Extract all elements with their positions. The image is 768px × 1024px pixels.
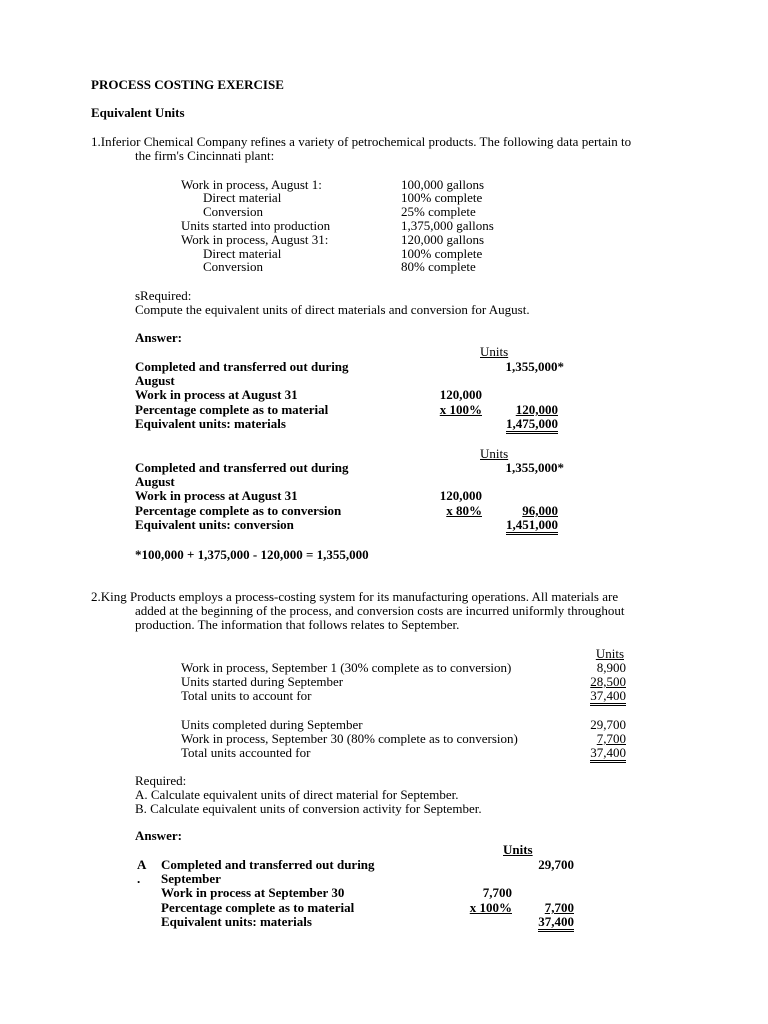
p2-row-label: Total units to account for bbox=[181, 688, 312, 703]
p2-ans-marker-a: A bbox=[137, 857, 147, 872]
p2-required-a: A. Calculate equivalent units of direct material for September. bbox=[135, 787, 459, 802]
p1-mat-pct-result: 120,000 bbox=[515, 402, 558, 417]
p1-data-label: Work in process, August 31: bbox=[181, 232, 329, 247]
p2-eq-value: 37,400 bbox=[538, 914, 574, 932]
p1-data-label: Conversion bbox=[203, 204, 263, 219]
p2-intro-line2: added at the beginning of the process, and conversion costs are incurred uniformly throughout bbox=[135, 603, 625, 618]
p2-row-label: Total units accounted for bbox=[181, 745, 311, 760]
p2-pct-result: 7,700 bbox=[544, 900, 574, 915]
page-title: PROCESS COSTING EXERCISE bbox=[91, 77, 284, 92]
p2-intro-line1: 2.King Products employs a process-costing system for its manufacturing operations. All materials are bbox=[91, 589, 619, 604]
p2-row-label: Work in process, September 30 (80% complete as to conversion) bbox=[181, 731, 518, 746]
p2-pct-label: Percentage complete as to material bbox=[161, 900, 355, 915]
p1-mat-wip-label: Work in process at August 31 bbox=[135, 387, 298, 402]
p1-data-value: 100% complete bbox=[401, 246, 483, 261]
p1-required-text: Compute the equivalent units of direct materials and conversion for August. bbox=[135, 302, 530, 317]
p2-intro-line3: production. The information that follows relates to September. bbox=[135, 617, 460, 632]
p1-conv-wip-label: Work in process at August 31 bbox=[135, 488, 298, 503]
p1-data-value: 100% complete bbox=[401, 190, 483, 205]
p2-row-value: 37,400 bbox=[590, 745, 626, 763]
p2-required-label: Required: bbox=[135, 773, 187, 788]
p2-eq-label: Equivalent units: materials bbox=[161, 914, 312, 929]
p2-pct-value: x 100% bbox=[469, 900, 512, 915]
p1-data-value: 1,375,000 gallons bbox=[401, 218, 494, 233]
p1-conv-wip-value: 120,000 bbox=[439, 488, 482, 503]
p1-mat-completed-line1: Completed and transferred out during bbox=[135, 359, 349, 374]
p1-data-value: 120,000 gallons bbox=[401, 232, 485, 247]
p2-ans-marker-dot: . bbox=[137, 871, 141, 886]
p1-conv-pct-result: 96,000 bbox=[522, 503, 558, 518]
p2-row-value: 8,900 bbox=[596, 660, 626, 675]
p2-wip-label: Work in process at September 30 bbox=[161, 885, 345, 900]
p1-conv-pct-label: Percentage complete as to conversion bbox=[135, 503, 342, 518]
p1-intro-line1: 1.Inferior Chemical Company refines a variety of petrochemical products. The following data pertain to bbox=[91, 134, 632, 149]
p2-units-header: Units bbox=[595, 646, 624, 661]
p1-conv-completed-line1: Completed and transferred out during bbox=[135, 460, 349, 475]
p2-answer-label: Answer: bbox=[135, 828, 182, 843]
p1-mat-completed-line2: August bbox=[135, 373, 175, 388]
p1-mat-completed-value: 1,355,000* bbox=[505, 359, 564, 374]
p2-row-value: 28,500 bbox=[590, 674, 626, 689]
p2-required-b: B. Calculate equivalent units of conversion activity for September. bbox=[135, 801, 482, 816]
p1-data-value: 80% complete bbox=[401, 259, 476, 274]
p2-completed-line2: September bbox=[161, 871, 221, 886]
p1-data-label: Conversion bbox=[203, 259, 263, 274]
p1-answer-label: Answer: bbox=[135, 330, 182, 345]
p2-row-label: Work in process, September 1 (30% complete as to conversion) bbox=[181, 660, 512, 675]
p2-row-value: 29,700 bbox=[590, 717, 626, 732]
p1-mat-pct-label: Percentage complete as to material bbox=[135, 402, 329, 417]
p1-conv-completed-value: 1,355,000* bbox=[505, 460, 564, 475]
p1-intro-line2: the firm's Cincinnati plant: bbox=[135, 148, 275, 163]
p1-data-value: 25% complete bbox=[401, 204, 476, 219]
section-subtitle: Equivalent Units bbox=[91, 105, 185, 120]
p1-conv-pct-value: x 80% bbox=[446, 503, 482, 518]
p1-data-label: Work in process, August 1: bbox=[181, 177, 322, 192]
p1-conv-completed-line2: August bbox=[135, 474, 175, 489]
p1-mat-eq-label: Equivalent units: materials bbox=[135, 416, 286, 431]
p1-footnote: *100,000 + 1,375,000 - 120,000 = 1,355,000 bbox=[135, 547, 369, 562]
p2-completed-line1: Completed and transferred out during bbox=[161, 857, 375, 872]
p1-data-label: Units started into production bbox=[181, 218, 331, 233]
p1-units-header: Units bbox=[480, 344, 509, 359]
p1-data-label: Direct material bbox=[203, 190, 282, 205]
p1-mat-eq-value: 1,475,000 bbox=[506, 416, 558, 434]
p1-conv-eq-label: Equivalent units: conversion bbox=[135, 517, 294, 532]
p1-mat-wip-value: 120,000 bbox=[439, 387, 482, 402]
p2-row-value: 7,700 bbox=[596, 731, 626, 746]
p1-data-label: Direct material bbox=[203, 246, 282, 261]
p2-completed-value: 29,700 bbox=[538, 857, 574, 872]
p2-wip-value: 7,700 bbox=[482, 885, 512, 900]
p2-row-value: 37,400 bbox=[590, 688, 626, 706]
p1-conv-units-header: Units bbox=[480, 446, 509, 461]
p2-ans-units-header: Units bbox=[503, 842, 533, 857]
p1-required-label: sRequired: bbox=[135, 288, 192, 303]
p1-mat-pct-value: x 100% bbox=[439, 402, 482, 417]
p1-data-value: 100,000 gallons bbox=[401, 177, 485, 192]
p2-row-label: Units started during September bbox=[181, 674, 344, 689]
p2-row-label: Units completed during September bbox=[181, 717, 363, 732]
p1-conv-eq-value: 1,451,000 bbox=[506, 517, 558, 535]
